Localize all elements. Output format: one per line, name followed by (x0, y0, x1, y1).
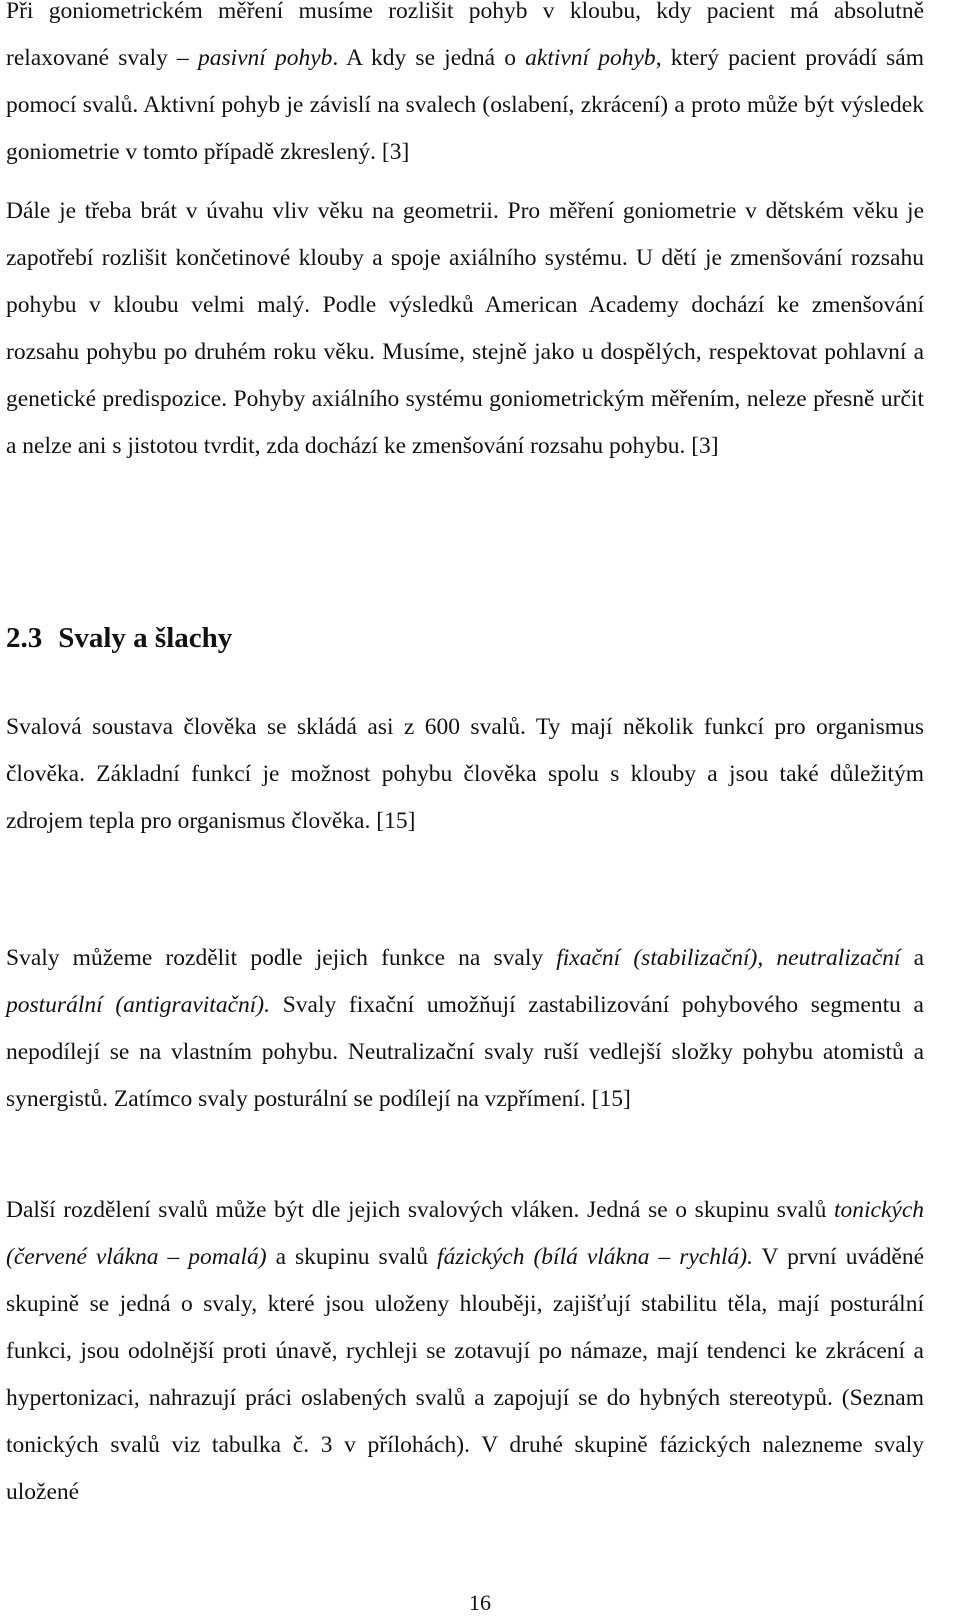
section-number: 2.3 (6, 622, 43, 654)
term-active-movement: aktivní pohyb (525, 45, 656, 71)
paragraph-age-influence: Dále je třeba brát v úvahu vliv věku na geometrii. Pro měření goniometrie v dětském věku je zapotřebí rozlišit končetinové klouby a spoje axiálního systému. U dětí je zmenšování rozsahu pohybu v kloubu velmi malý. Podle výsledků American Academy dochází ke zmenšování rozsahu pohybu po druhém roku věku. Musíme, stejně jako u dospělých, respektovat pohlavní a genetické predispozice. Pohyby axiálního systému goniometrickým měřením, neleze přesně určit a nelze ani s jistotou tvrdit, zda dochází ke zmenšování rozsahu pohybu. [3] (6, 198, 924, 459)
section-heading (6, 618, 232, 658)
page-number: 16 (469, 1590, 491, 1615)
term-tonic: tonických (červené vlákna – pomalá) (6, 1197, 924, 1270)
paragraph-muscle-fibers: Další rozdělení svalů může být dle jejich svalových vláken. Jedná se o skupinu svalů tonických (červené vlákna – pomalá) a skupinu svalů fázických (bílá vlákna – rychlá). V první uváděné skupině se jedná o svaly, které jsou uloženy hlouběji, zajišťují stabilitu těla, mají posturální funkci, jsou odolnější proti únavě, rychleji se zotavují po námaze, mají tendenci ke zkrácení a hypertonizaci, nahrazují práci oslabených svalů a zapojují se do hybných stereotypů. (Seznam tonických svalů viz tabulka č. 3 v přílohách). V druhé skupině fázických nalezneme svaly uložené (6, 1197, 924, 1505)
term-fixation-neutralization: fixační (stabilizační), neutralizační (556, 945, 901, 971)
paragraph-muscle-function: Svaly můžeme rozdělit podle jejich funkce na svaly fixační (stabilizační), neutralizační a posturální (antigravitační). Svaly fixační umožňují zastabilizování pohybového segmentu a nepodílejí se na vlastním pohybu. Neutralizační svaly ruší vedlejší složky pohybu atomistů a synergistů. Zatímco svaly posturální se podílejí na vzpřímení. [15] (6, 945, 925, 1112)
section-title: Svaly a šlachy (58, 622, 233, 654)
term-passive-movement: pasivní pohyb (197, 45, 333, 71)
term-phasic: fázických (bílá vlákna – rychlá). (437, 1244, 753, 1270)
paragraph-muscle-system: Svalová soustava člověka se skládá asi z 600 svalů. Ty mají několik funkcí pro organismus člověka. Základní funkcí je možnost pohybu člověka spolu s klouby a jsou také důležitým zdrojem tepla pro organismus člověka. [15] (6, 714, 924, 834)
term-postural: posturální (antigravitační). (6, 992, 270, 1018)
paragraph-goniometry-movement: Při goniometrickém měření musíme rozlišit pohyb v kloubu, kdy pacient má absolutně relaxované svaly – pasivní pohyb. A kdy se jedná o aktivní pohyb, který pacient provádí sám pomocí svalů. Aktivní pohyb je závislí na svalech (oslabení, zkrácení) a proto může být výsledek goniometrie v tomto případě zkreslený. [3] (6, 0, 924, 165)
document-page (6, 0, 925, 1505)
